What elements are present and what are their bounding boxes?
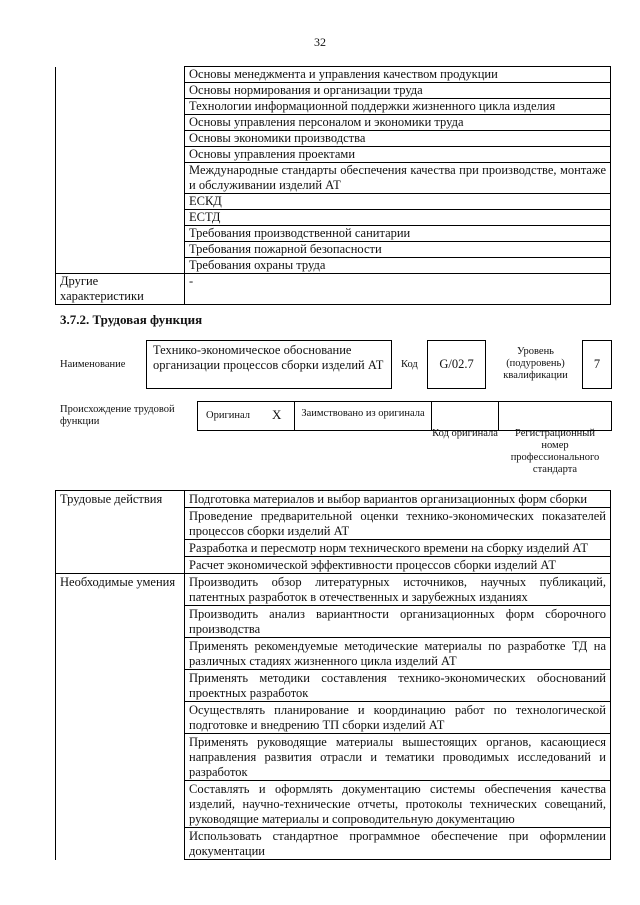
knowledge-item: ЕСКД: [185, 194, 611, 210]
table-row: [56, 491, 611, 508]
knowledge-item: Требования охраны труда: [185, 258, 611, 274]
skill-item: Осуществлять планирование и координацию работ по технологической подготовке и внедрению ТП сборки изделий АТ: [185, 702, 611, 734]
table-row: [56, 67, 611, 83]
origin-code-cell: [431, 401, 499, 431]
skill-item: Составлять и оформлять документацию системы обеспечения качества изделий, научно-технические отчеты, протоколы технических совещаний, руководящие материалы и сопроводительную документацию: [185, 781, 611, 828]
knowledge-item: Требования пожарной безопасности: [185, 242, 611, 258]
skill-item: Применять руководящие материалы вышестоящих органов, касающиеся направления развития отрасли и тематики проводимых исследований и разработок: [185, 734, 611, 781]
table-row: [56, 540, 611, 557]
table-row: [56, 258, 611, 274]
function-details-table: [55, 490, 611, 860]
skill-item: Применять методики составления технико-экономических обоснований проектных разработок: [185, 670, 611, 702]
code-value: G/02.7: [439, 357, 474, 371]
table-row: [56, 508, 611, 540]
knowledge-item: Основы менеджмента и управления качеством продукции: [185, 67, 611, 83]
other-characteristics-label: Другие характеристики: [56, 274, 185, 305]
table-row: [56, 702, 611, 734]
table-row: [56, 163, 611, 194]
code-original-caption: Код оригинала: [432, 428, 498, 439]
table-row: [56, 828, 611, 860]
table-row: [56, 606, 611, 638]
table-row: [56, 670, 611, 702]
knowledge-item: Основы нормирования и организации труда: [185, 83, 611, 99]
function-name-value: Технико-экономическое обоснование организации процессов сборки изделий АТ: [153, 343, 384, 372]
origin-original-cell: [197, 401, 295, 431]
table-row: [56, 574, 611, 606]
table-row: [56, 638, 611, 670]
table-row: [56, 83, 611, 99]
original-label: Оригинал: [206, 410, 250, 421]
skill-item: Применять рекомендуемые методические материалы по разработке ТД на различных стадиях жизненного цикла изделий АТ: [185, 638, 611, 670]
table-row: [56, 781, 611, 828]
table-row: [56, 147, 611, 163]
table-row: [56, 194, 611, 210]
origin-borrowed-cell: [294, 401, 432, 431]
skill-item: Производить анализ вариантности организационных форм сборочного производства: [185, 606, 611, 638]
table-row: [56, 115, 611, 131]
code-box: [427, 340, 486, 389]
borrowed-label: Заимствовано из оригинала: [301, 408, 425, 419]
action-item: Проведение предварительной оценки технико-экономических показателей процессов сборки изделий АТ: [185, 508, 611, 540]
knowledge-item: Основы экономики производства: [185, 131, 611, 147]
table-row: [56, 131, 611, 147]
skill-item: Производить обзор литературных источников, научных публикаций, патентных разработок в отечественных и зарубежных изданиях: [185, 574, 611, 606]
origin-reg-cell: [498, 401, 612, 431]
knowledge-item: Технологии информационной поддержки жизненного цикла изделия: [185, 99, 611, 115]
level-box: [582, 340, 612, 389]
knowledge-table: [55, 66, 611, 305]
table-row: [56, 242, 611, 258]
page-number: 32: [314, 35, 326, 49]
action-item: Расчет экономической эффективности процессов сборки изделий АТ: [185, 557, 611, 574]
table-row: [56, 734, 611, 781]
action-item: Подготовка материалов и выбор вариантов организационных форм сборки: [185, 491, 611, 508]
table-row: [56, 274, 611, 305]
code-label: Код: [401, 359, 418, 370]
table-row: [56, 210, 611, 226]
action-item: Разработка и пересмотр норм технического времени на сборку изделий АТ: [185, 540, 611, 557]
table-row: [56, 557, 611, 574]
origin-label: Происхождение трудовой функции: [60, 404, 175, 427]
function-name-box: [146, 340, 392, 389]
knowledge-item: Международные стандарты обеспечения качества при производстве, монтаже и обслуживании изделий АТ: [185, 163, 611, 194]
knowledge-item: ЕСТД: [185, 210, 611, 226]
registration-caption: Регистрационный номер профессионального стандарта: [510, 428, 600, 475]
knowledge-item: Основы управления проектами: [185, 147, 611, 163]
actions-label: Трудовые действия: [56, 491, 185, 508]
skills-label: Необходимые умения: [56, 574, 185, 606]
level-value: 7: [593, 357, 601, 371]
table-row: [56, 226, 611, 242]
knowledge-item: Основы управления персоналом и экономики труда: [185, 115, 611, 131]
table-row: [56, 99, 611, 115]
original-mark: X: [272, 407, 282, 422]
other-characteristics-value: -: [185, 274, 611, 305]
level-label: Уровень (подуровень) квалификации: [503, 346, 568, 381]
knowledge-item: Требования производственной санитарии: [185, 226, 611, 242]
section-title: 3.7.2. Трудовая функция: [60, 312, 203, 327]
name-label: Наименование: [60, 359, 126, 370]
skill-item: Использовать стандартное программное обеспечение при оформлении документации: [185, 828, 611, 860]
